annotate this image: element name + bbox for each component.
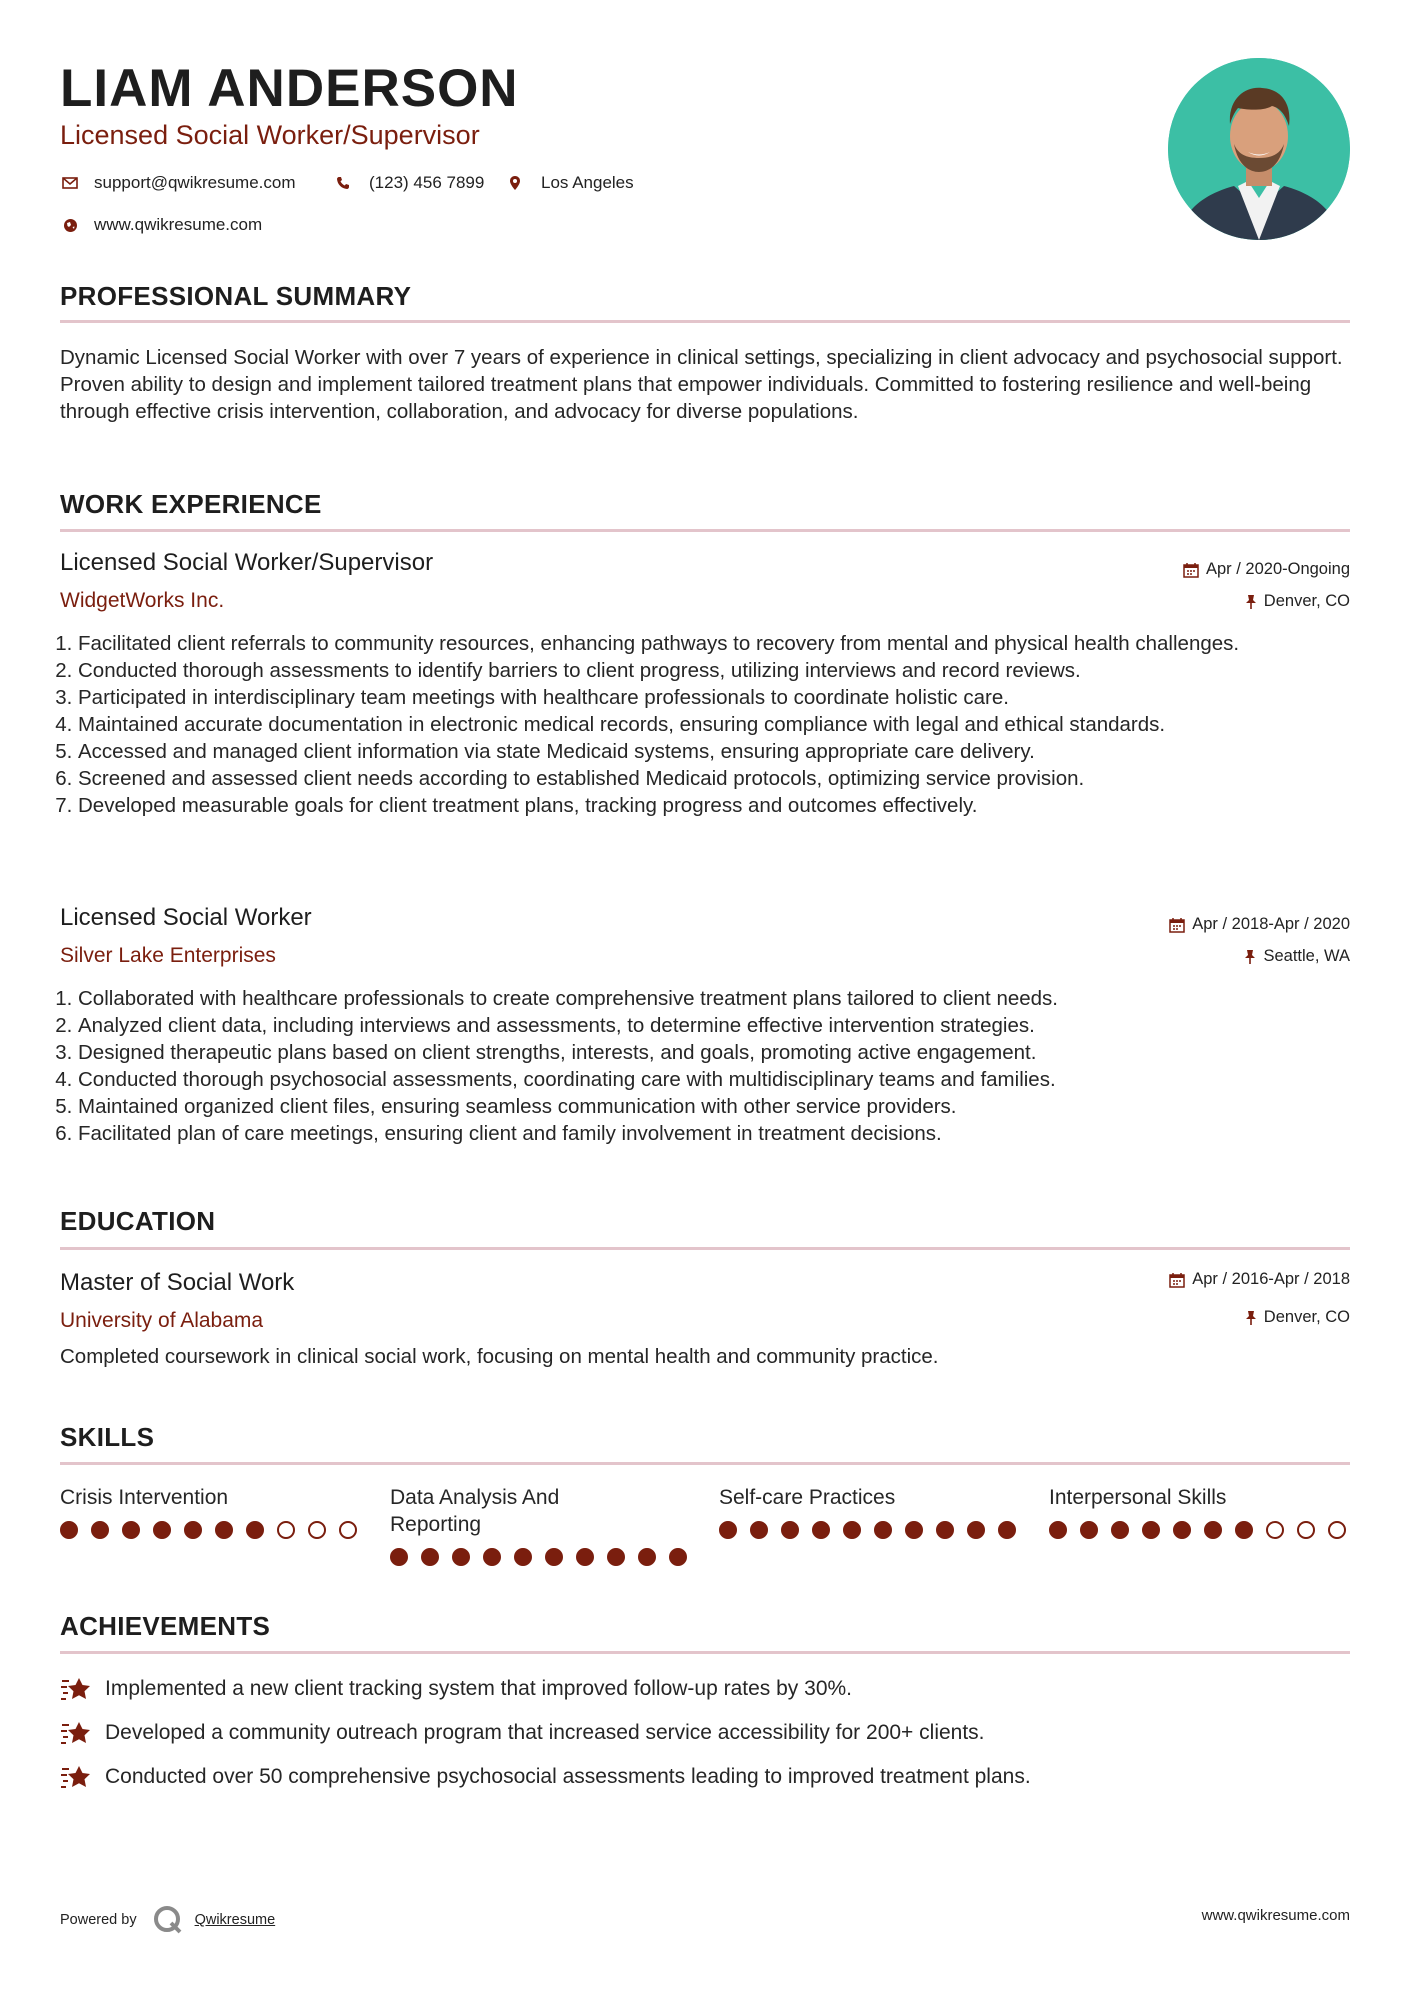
education-dates-text: Apr / 2016-Apr / 2018	[1192, 1270, 1350, 1288]
rating-dot-filled	[545, 1548, 563, 1566]
rating-dot-empty	[1266, 1521, 1284, 1539]
skills-heading: SKILLS	[60, 1422, 155, 1452]
calendar-icon	[1169, 1272, 1185, 1288]
achievement-text: Developed a community outreach program that increased service accessibility for 200+ clients.	[105, 1721, 985, 1744]
skill-name: Self-care Practices	[719, 1486, 896, 1509]
rating-dot-filled	[1173, 1521, 1191, 1539]
experience-divider	[60, 529, 1350, 532]
education-location-text: Denver, CO	[1263, 1308, 1350, 1326]
education-description: Completed coursework in clinical social work, focusing on mental health and community practice.	[60, 1345, 939, 1368]
rating-dot-filled	[669, 1548, 687, 1566]
skill-item	[390, 1484, 687, 1566]
job-location-text: Denver, CO	[1263, 592, 1350, 610]
calendar-icon	[1169, 917, 1185, 933]
rating-dot-filled	[750, 1521, 768, 1539]
rating-dot-filled	[843, 1521, 861, 1539]
candidate-role: Licensed Social Worker/Supervisor	[60, 120, 480, 150]
education-location	[1245, 1308, 1350, 1327]
job-dates-text: Apr / 2020-Ongoing	[1205, 560, 1350, 578]
rating-dot-filled	[1204, 1521, 1222, 1539]
brand-link[interactable]: Qwikresume	[194, 1912, 276, 1928]
email-text: support@qwikresume.com	[94, 173, 296, 192]
list-item: 4. Maintained accurate documentation in electronic medical records, ensuring compliance with legal and ethical standards.	[78, 711, 1350, 738]
rating-dot-filled	[1080, 1521, 1098, 1539]
list-item: 6. Screened and assessed client needs according to established Medicaid protocols, optimizing service provision.	[78, 765, 1350, 792]
pushpin-icon	[1244, 949, 1256, 965]
skill-rating	[60, 1521, 360, 1539]
skills-divider	[60, 1462, 1350, 1465]
rating-dot-filled	[514, 1548, 532, 1566]
list-item: 2. Conducted thorough assessments to identify barriers to client progress, utilizing interviews and record reviews.	[78, 657, 1350, 684]
achievement-item	[60, 1719, 985, 1747]
contact-website[interactable]	[60, 215, 262, 235]
rating-dot-filled	[967, 1521, 985, 1539]
rating-dot-filled	[91, 1521, 109, 1539]
achievement-text: Conducted over 50 comprehensive psychosocial assessments leading to improved treatment plans.	[105, 1765, 1031, 1788]
rating-dot-filled	[483, 1548, 501, 1566]
skill-name: Crisis Intervention	[60, 1486, 229, 1509]
skill-name: Interpersonal Skills	[1049, 1486, 1227, 1509]
list-item: 1. Facilitated client referrals to community resources, enhancing pathways to recovery from mental and physical health challenges.	[78, 630, 1350, 657]
website-text: www.qwikresume.com	[94, 215, 263, 234]
pushpin-icon	[1245, 1310, 1257, 1326]
rating-dot-filled	[390, 1548, 408, 1566]
phone-icon	[333, 176, 353, 190]
rating-dot-filled	[1111, 1521, 1129, 1539]
rating-dot-filled	[1142, 1521, 1160, 1539]
degree-title: Master of Social Work	[60, 1269, 295, 1296]
list-item: 4. Conducted thorough psychosocial assessments, coordinating care with multidisciplinary teams and families.	[78, 1066, 1350, 1093]
footer-powered-by	[60, 1905, 275, 1935]
rating-dot-filled	[936, 1521, 954, 1539]
rating-dot-filled	[781, 1521, 799, 1539]
contact-email[interactable]	[60, 173, 296, 193]
skill-item	[719, 1484, 1019, 1539]
rating-dot-filled	[452, 1548, 470, 1566]
job-location	[1244, 947, 1350, 966]
rating-dot-filled	[153, 1521, 171, 1539]
experience-heading: WORK EXPERIENCE	[60, 489, 322, 519]
list-item: 3. Designed therapeutic plans based on client strengths, interests, and goals, promoting active engagement.	[78, 1039, 1350, 1066]
footer-website[interactable]: www.qwikresume.com	[1201, 1907, 1350, 1924]
job-bullets	[60, 630, 1350, 819]
candidate-name: LIAM ANDERSON	[60, 59, 519, 118]
list-item: 3. Participated in interdisciplinary team meetings with healthcare professionals to coordinate holistic care.	[78, 684, 1350, 711]
envelope-icon	[60, 177, 80, 189]
star-icon	[60, 1675, 92, 1703]
job-dates	[1183, 560, 1350, 579]
star-icon	[60, 1719, 92, 1747]
school-name: University of Alabama	[60, 1309, 264, 1332]
rating-dot-empty	[339, 1521, 357, 1539]
contact-phone[interactable]	[333, 173, 484, 193]
rating-dot-filled	[1235, 1521, 1253, 1539]
job-dates-text: Apr / 2018-Apr / 2020	[1192, 915, 1350, 933]
achievement-item	[60, 1675, 852, 1703]
rating-dot-filled	[638, 1548, 656, 1566]
rating-dot-filled	[719, 1521, 737, 1539]
skill-rating	[719, 1521, 1019, 1539]
map-pin-icon	[505, 175, 525, 191]
rating-dot-empty	[1297, 1521, 1315, 1539]
contact-location	[505, 173, 634, 193]
skill-name: Data Analysis And Reporting	[390, 1486, 560, 1536]
achievement-text: Implemented a new client tracking system that improved follow-up rates by 30%.	[105, 1677, 853, 1700]
rating-dot-empty	[308, 1521, 326, 1539]
summary-heading: PROFESSIONAL SUMMARY	[60, 281, 412, 311]
profile-photo	[1168, 58, 1350, 240]
qwikresume-logo-icon	[153, 1905, 183, 1935]
skill-item	[1049, 1484, 1349, 1539]
rating-dot-filled	[998, 1521, 1016, 1539]
skill-item	[60, 1484, 360, 1539]
rating-dot-empty	[277, 1521, 295, 1539]
job-title: Licensed Social Worker	[60, 904, 312, 931]
list-item: 7. Developed measurable goals for client treatment plans, tracking progress and outcomes effectively.	[78, 792, 1350, 819]
rating-dot-filled	[246, 1521, 264, 1539]
list-item: 5. Maintained organized client files, ensuring seamless communication with other service providers.	[78, 1093, 1350, 1120]
rating-dot-filled	[1049, 1521, 1067, 1539]
powered-by-label: Powered by	[60, 1912, 137, 1928]
job-dates	[1169, 915, 1350, 934]
skill-rating	[390, 1548, 687, 1566]
education-heading: EDUCATION	[60, 1206, 216, 1236]
phone-text: (123) 456 7899	[369, 173, 485, 192]
rating-dot-filled	[60, 1521, 78, 1539]
rating-dot-filled	[184, 1521, 202, 1539]
summary-text: Dynamic Licensed Social Worker with over 7 years of experience in clinical settings, specializing in client advocacy and psychosocial support. Proven ability to design and implement tailored treatment plans that empower individuals. Committed to fostering resilience and well-being through effective crisis intervention, collaboration, and advocacy for diverse populations.	[60, 346, 1343, 423]
globe-icon	[60, 218, 80, 233]
job-bullets	[60, 985, 1350, 1147]
list-item: 2. Analyzed client data, including interviews and assessments, to determine effective intervention strategies.	[78, 1012, 1350, 1039]
rating-dot-filled	[421, 1548, 439, 1566]
rating-dot-filled	[874, 1521, 892, 1539]
list-item: 1. Collaborated with healthcare professionals to create comprehensive treatment plans tailored to client needs.	[78, 985, 1350, 1012]
achievements-heading: ACHIEVEMENTS	[60, 1611, 271, 1641]
list-item: 6. Facilitated plan of care meetings, ensuring client and family involvement in treatment decisions.	[78, 1120, 1350, 1147]
rating-dot-filled	[812, 1521, 830, 1539]
job-company: WidgetWorks Inc.	[60, 589, 225, 612]
rating-dot-empty	[1328, 1521, 1346, 1539]
job-location	[1245, 592, 1350, 611]
star-icon	[60, 1763, 92, 1791]
achievements-divider	[60, 1651, 1350, 1654]
job-company: Silver Lake Enterprises	[60, 944, 276, 967]
job-location-text: Seattle, WA	[1263, 947, 1350, 965]
education-dates	[1169, 1270, 1350, 1289]
list-item: 5. Accessed and managed client information via state Medicaid systems, ensuring appropriate care delivery.	[78, 738, 1350, 765]
rating-dot-filled	[122, 1521, 140, 1539]
location-text: Los Angeles	[541, 173, 634, 192]
rating-dot-filled	[607, 1548, 625, 1566]
rating-dot-filled	[576, 1548, 594, 1566]
summary-divider	[60, 320, 1350, 323]
rating-dot-filled	[215, 1521, 233, 1539]
rating-dot-filled	[905, 1521, 923, 1539]
job-title: Licensed Social Worker/Supervisor	[60, 549, 434, 576]
skill-rating	[1049, 1521, 1349, 1539]
pushpin-icon	[1245, 594, 1257, 610]
calendar-icon	[1183, 562, 1199, 578]
achievement-item	[60, 1763, 1031, 1791]
education-divider	[60, 1247, 1350, 1250]
